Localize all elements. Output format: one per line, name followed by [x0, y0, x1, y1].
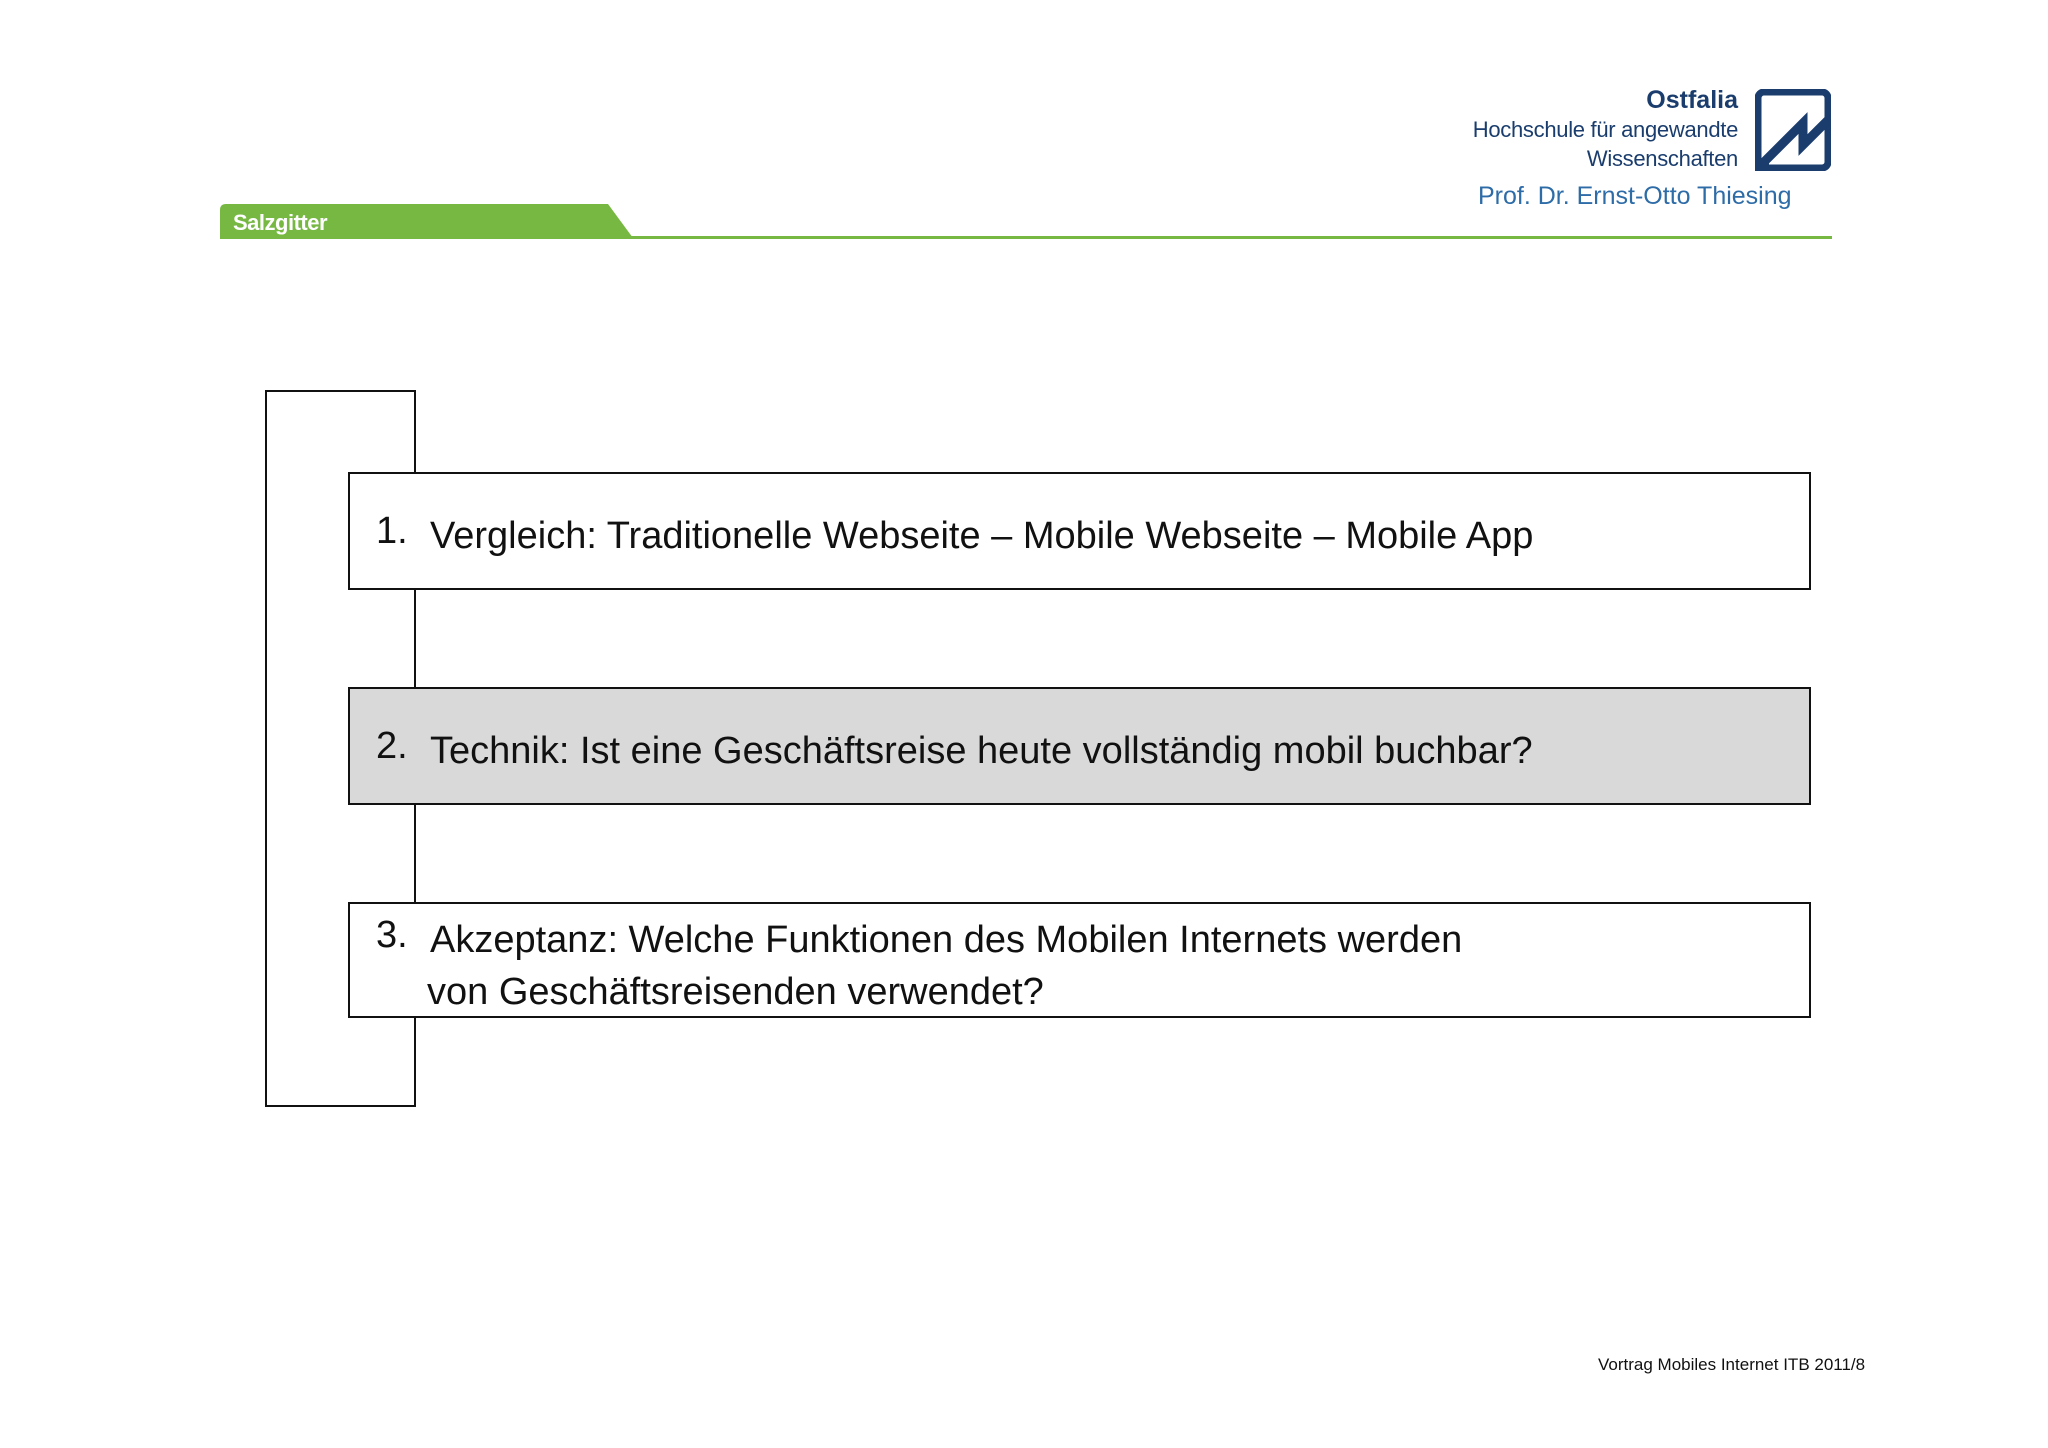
agenda-number: 1. [376, 510, 408, 552]
agenda-text-line1: Akzeptanz: Welche Funktionen des Mobilen Internets werden [430, 919, 1463, 961]
agenda-number: 3. [376, 914, 408, 956]
professor-name: Prof. Dr. Ernst-Otto Thiesing [1478, 182, 1792, 210]
header-divider [220, 236, 1832, 239]
agenda-text [427, 914, 1463, 1018]
agenda-text-line2: von Geschäftsreisenden verwendet? [427, 971, 1044, 1013]
campus-tab [220, 204, 633, 238]
agenda-item-1 [348, 472, 1811, 590]
agenda-text: Technik: Ist eine Geschäftsreise heute vollständig mobil buchbar? [430, 730, 1533, 772]
agenda-item-3 [348, 902, 1811, 1018]
logo-subtitle-line1: Hochschule für angewandte [1472, 117, 1738, 142]
logo-subtitle-line2: Wissenschaften [1586, 146, 1738, 171]
agenda-text: Vergleich: Traditionelle Webseite – Mobile Webseite – Mobile App [430, 515, 1534, 557]
logo-name: Ostfalia [1646, 86, 1738, 114]
footer-label: Vortrag Mobiles Internet ITB 2011/8 [1598, 1355, 1866, 1374]
ostfalia-logo-icon [1755, 89, 1831, 171]
logo-text [1473, 86, 1738, 173]
agenda-item-2-active [348, 687, 1811, 805]
campus-label: Salzgitter [233, 210, 328, 235]
agenda-number: 2. [376, 725, 408, 767]
